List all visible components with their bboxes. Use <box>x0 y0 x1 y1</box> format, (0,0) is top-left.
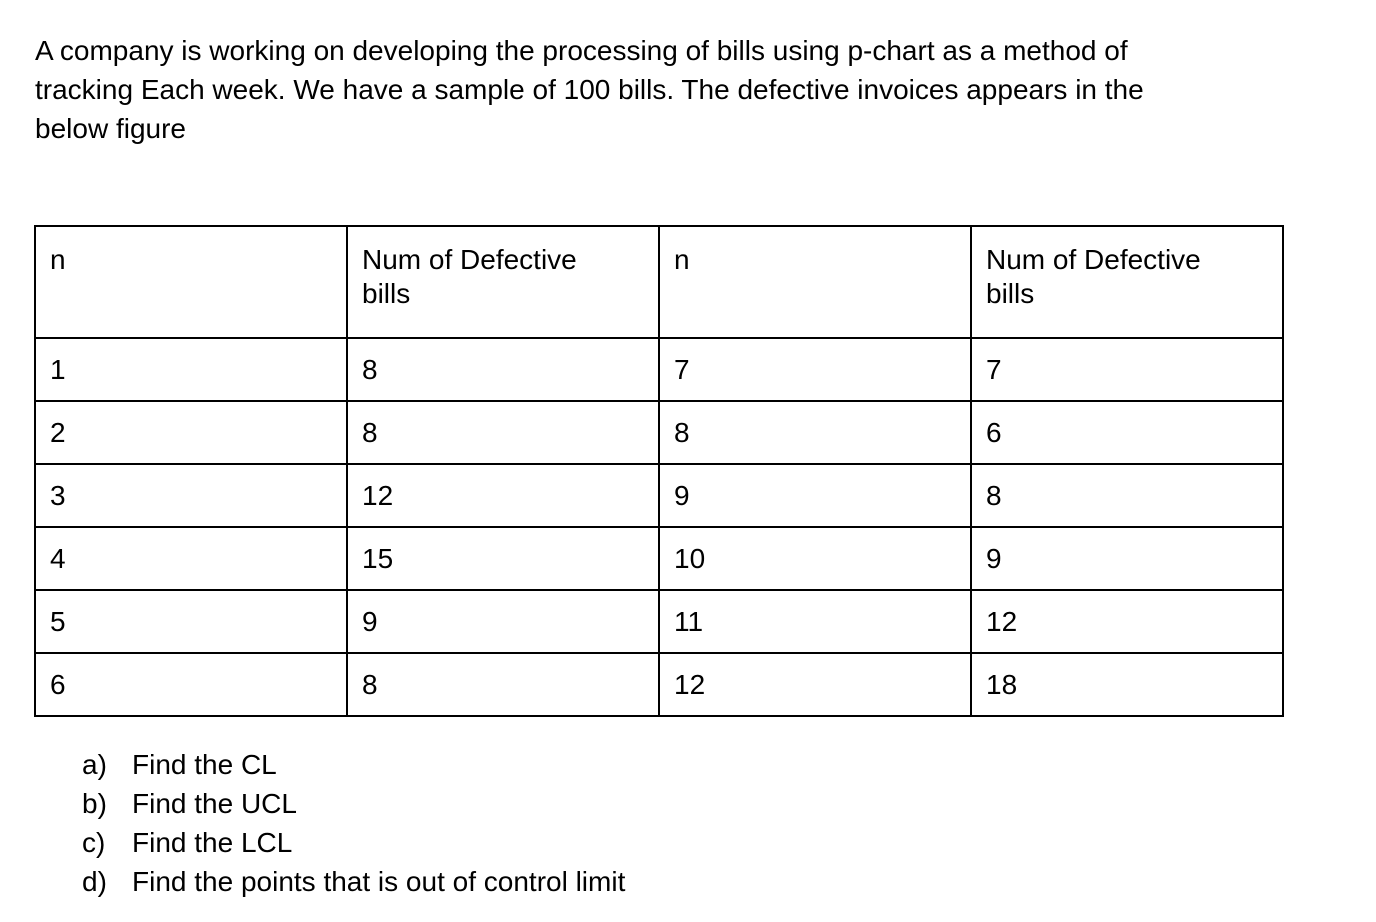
defective-bills-table <box>34 225 1284 717</box>
table-cell: 12 <box>971 590 1283 653</box>
table-cell: 8 <box>347 338 659 401</box>
table-row <box>35 590 1283 653</box>
question-item <box>82 862 625 901</box>
table-cell: 10 <box>659 527 971 590</box>
table-cell: 8 <box>347 653 659 716</box>
question-text: Find the UCL <box>132 788 297 819</box>
problem-statement-line: tracking Each week. We have a sample of 100 bills. The defective invoices appears in the <box>35 74 1144 105</box>
table-row <box>35 653 1283 716</box>
table-cell: 9 <box>347 590 659 653</box>
table-cell: 8 <box>971 464 1283 527</box>
table-cell: 4 <box>35 527 347 590</box>
table-cell: 8 <box>347 401 659 464</box>
table-cell: 8 <box>659 401 971 464</box>
question-text: Find the LCL <box>132 827 293 858</box>
header-cell-n <box>35 226 347 338</box>
header-label: n <box>674 244 690 275</box>
question-list <box>82 745 625 901</box>
table-cell: 1 <box>35 338 347 401</box>
question-text: Find the CL <box>132 749 277 780</box>
header-label-line1: Num of Defective <box>362 244 577 275</box>
header-label-line1: Num of Defective <box>986 244 1201 275</box>
question-item <box>82 823 625 862</box>
question-marker: d) <box>82 866 107 897</box>
header-cell-defective <box>347 226 659 338</box>
header-label-line2: bills <box>362 278 411 309</box>
table-cell: 2 <box>35 401 347 464</box>
table-cell: 6 <box>971 401 1283 464</box>
header-label: n <box>50 244 66 275</box>
table-cell: 11 <box>659 590 971 653</box>
table-row <box>35 401 1283 464</box>
question-text: Find the points that is out of control limit <box>132 866 626 897</box>
table-header-row <box>35 226 1283 338</box>
problem-statement-line: A company is working on developing the processing of bills using p-chart as a method of <box>35 35 1128 66</box>
table-cell: 12 <box>659 653 971 716</box>
question-marker: a) <box>82 749 107 780</box>
question-item <box>82 784 625 823</box>
table-cell: 7 <box>971 338 1283 401</box>
question-item <box>82 745 625 784</box>
table-cell: 3 <box>35 464 347 527</box>
table-cell: 6 <box>35 653 347 716</box>
header-label-line2: bills <box>986 278 1035 309</box>
table-cell: 9 <box>971 527 1283 590</box>
question-marker: b) <box>82 788 107 819</box>
header-cell-defective <box>971 226 1283 338</box>
table-row <box>35 464 1283 527</box>
problem-statement-line: below figure <box>35 113 186 144</box>
table-cell: 7 <box>659 338 971 401</box>
header-cell-n <box>659 226 971 338</box>
table-cell: 18 <box>971 653 1283 716</box>
table-cell: 12 <box>347 464 659 527</box>
problem-statement <box>35 31 1285 148</box>
table-cell: 5 <box>35 590 347 653</box>
table-row <box>35 527 1283 590</box>
table-row <box>35 338 1283 401</box>
table-cell: 9 <box>659 464 971 527</box>
question-marker: c) <box>82 827 106 858</box>
table-cell: 15 <box>347 527 659 590</box>
